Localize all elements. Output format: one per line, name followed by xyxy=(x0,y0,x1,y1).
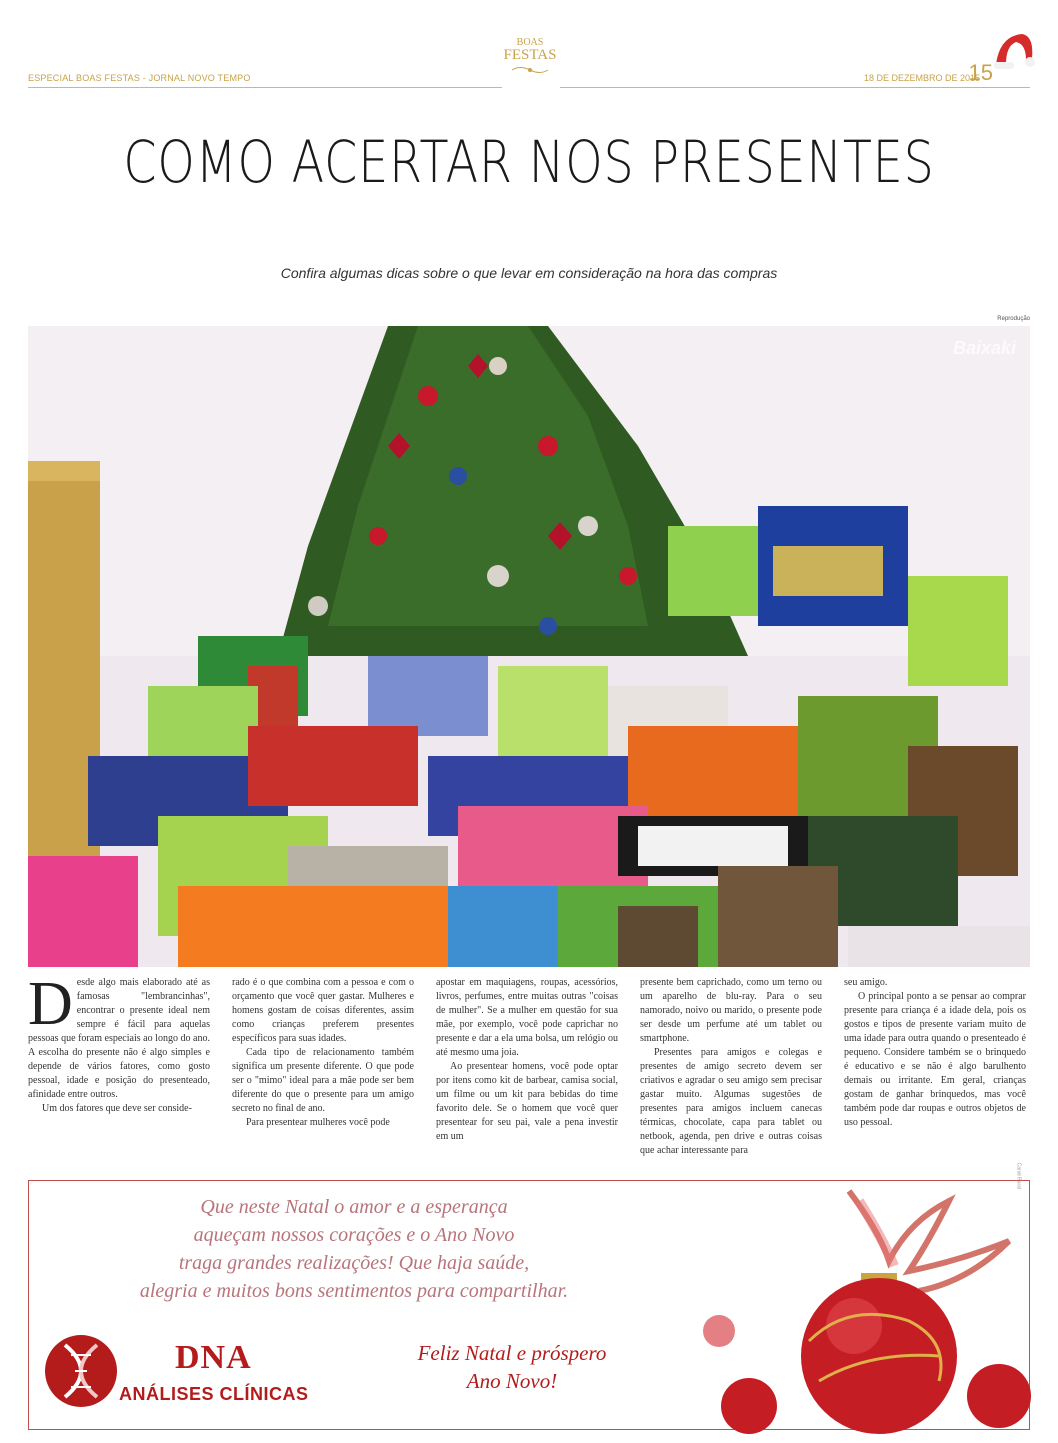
boas-festas-logo xyxy=(496,32,564,84)
dna-logo-icon xyxy=(41,1331,121,1411)
santa-hat-icon xyxy=(992,28,1038,78)
brand-subtitle: ANÁLISES CLÍNICAS xyxy=(119,1384,309,1404)
article-column-1 xyxy=(28,970,210,1116)
logo-line-1: BOAS xyxy=(516,37,544,48)
paragraph: presente bem caprichado, como um terno ou um aparelho de blu-ray. Para o seu namorado, noivo ou marido, o presente pode ser desde um perfume até um tablet ou smartphone. xyxy=(640,977,822,1044)
ad-message-line: aqueçam nossos corações e o Ano Novo xyxy=(193,1224,515,1246)
section-label: ESPECIAL BOAS FESTAS - JORNAL NOVO TEMPO xyxy=(28,73,251,83)
christmas-bauble-icon xyxy=(709,1181,1029,1431)
ad-greeting-line: Feliz Natal e próspero xyxy=(417,1341,607,1365)
ad-message-line: traga grandes realizações! Que haja saúde, xyxy=(178,1252,530,1274)
article-title: COMO ACERTAR NOS PRESENTES xyxy=(123,128,935,196)
ad-greeting-line: Ano Novo! xyxy=(466,1369,558,1393)
ad-message-line: alegria e muitos bons sentimentos para compartilhar. xyxy=(139,1280,569,1302)
ad-message xyxy=(119,1193,589,1305)
article-column-5 xyxy=(844,976,1026,1130)
photo-illustration xyxy=(28,326,1030,967)
paragraph: esde algo mais elaborado até as famosas "lembrancinhas", encontrar o presente ideal nem sempre é fácil para aquelas pessoas que foram especiais ao longo do ano. A escolha do presente não é algo simples e depende de vários fatores, como gosto pessoal, idade e posição do presenteado, afinidade entre outros. xyxy=(28,977,210,1100)
header-rule-left xyxy=(28,87,502,88)
paragraph: O principal ponto a se pensar ao comprar presente para criança é a idade dela, pois os gostos e tipos de presente variam muito de uma idade para outra quando o presenteado é pequeno. Considere também se o brinquedo é educativo e se não é algo barulhento demais ou irritante. Em geral, crianças gostam de ganhar brinquedos, mas você também pode dar roupas e outros objetos de uso pessoal. xyxy=(844,991,1026,1128)
paragraph: Cada tipo de relacionamento também significa um presente diferente. O que pode ser o "mimo" ideal para a mãe pode ser bem diferente do que o presente para um amigo secreto no final de ano. xyxy=(232,1047,414,1114)
advertisement xyxy=(28,1162,1030,1430)
photo-credit: Reprodução xyxy=(997,316,1030,322)
paragraph: Um dos fatores que deve ser conside- xyxy=(42,1103,192,1114)
paragraph: Para presentear mulheres você pode xyxy=(246,1117,390,1128)
brand-name: DNA xyxy=(175,1339,252,1376)
paragraph: Presentes para amigos e colegas e presentes de amigo secreto devem ser criativos e agradar o seu amigo sem precisar gastar muito. Algumas sugestões de presentes para amigos incluem canecas térmicas, chocolate, capa para tablet ou netbook, agenda, pen drive e outras coisas que achar interessante para xyxy=(640,1047,822,1156)
photo-watermark: Baixaki xyxy=(952,338,1016,358)
christmas-tree-photo xyxy=(28,326,1030,967)
paragraph: apostar em maquiagens, roupas, acessórios, livros, perfumes, entre muitas outras "coisas de mulher". Se a mulher em questão for sua mãe, por exemplo, você pode caprichar no presente e dar a ela uma bolsa, um relógio ou até mesmo uma joia. xyxy=(436,977,618,1058)
article-column-2 xyxy=(232,976,414,1130)
article-subtitle: Confira algumas dicas sobre o que levar em consideração na hora das compras xyxy=(280,265,778,281)
ornament-icon xyxy=(510,65,550,75)
paragraph: seu amigo. xyxy=(844,977,888,988)
page-number: 15 xyxy=(968,60,993,85)
paragraph: Ao presentear homens, você pode optar por itens como kit de barbear, camisa social, um filme ou um kit para bebidas do time favorito dele. Se o homem que você quer presentear for seu pai, vale a pena investir em um xyxy=(436,1061,618,1142)
header-rule-right xyxy=(560,87,1030,88)
article-column-3 xyxy=(436,976,618,1144)
ad-message-line: Que neste Natal o amor e a esperança xyxy=(200,1196,508,1218)
article-column-4 xyxy=(640,976,822,1158)
ad-credit: Canal Rural xyxy=(1015,1162,1021,1189)
issue-date: 18 DE DEZEMBRO DE 2015 xyxy=(863,73,980,83)
drop-cap: D xyxy=(28,970,73,1038)
logo-line-2: FESTAS xyxy=(503,47,557,63)
ad-greeting xyxy=(397,1339,627,1395)
paragraph: rado é o que combina com a pessoa e com o orçamento que você quer gastar. Mulheres e homens gostam de coisas diferentes, assim como crianças preferem presentes específicos para suas idades. xyxy=(232,977,414,1044)
